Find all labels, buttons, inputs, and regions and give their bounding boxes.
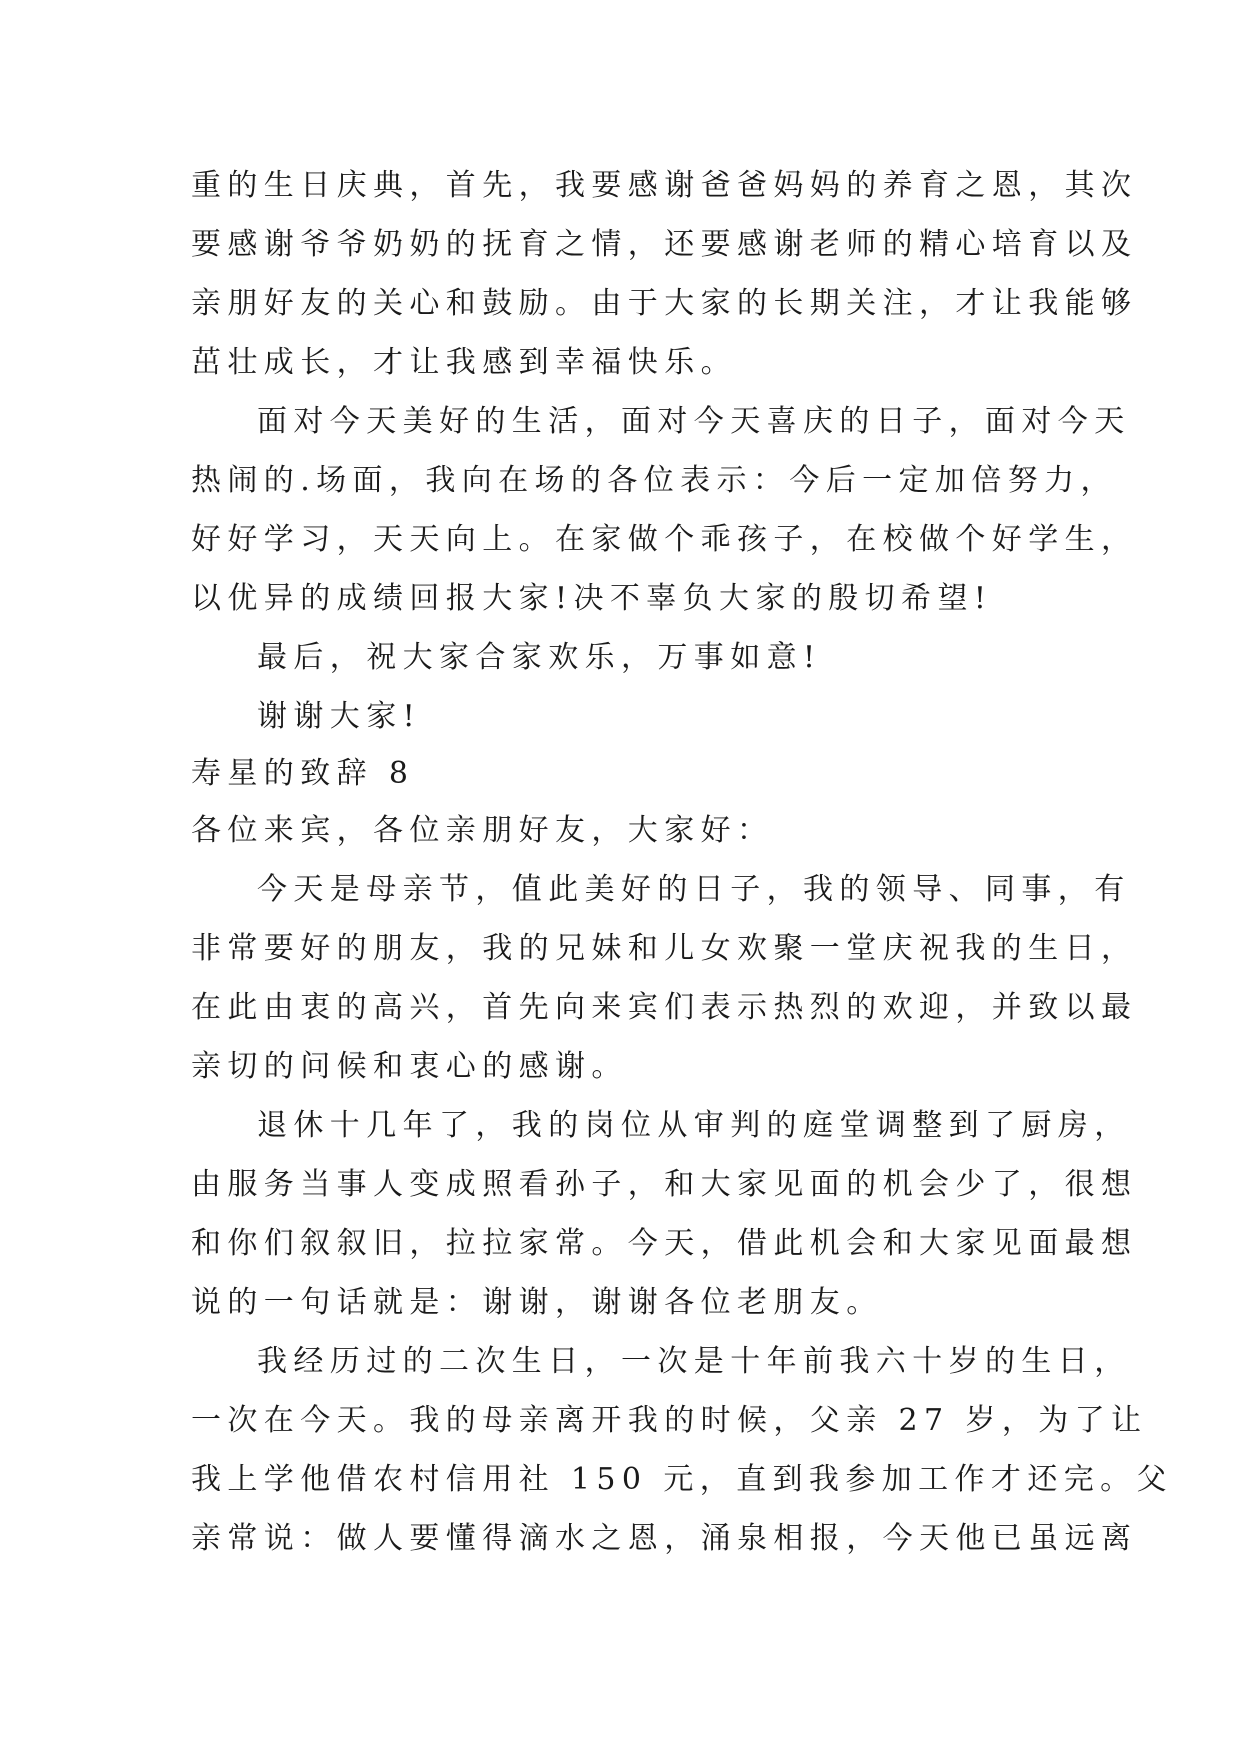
text-line: 在此由衷的高兴，首先向来宾们表示热烈的欢迎，并致以最 [191, 990, 1138, 1025]
text-line: 亲切的问候和衷心的感谢。 [191, 1049, 628, 1084]
text-line: 最后，祝大家合家欢乐，万事如意! [257, 640, 822, 675]
text-line: 谢谢大家! [257, 699, 422, 734]
text-line: 好好学习，天天向上。在家做个乖孩子，在校做个好学生， [191, 522, 1138, 557]
text-line: 今天是母亲节，值此美好的日子，我的领导、同事，有 [257, 872, 1131, 907]
text-line: 亲朋好友的关心和鼓励。由于大家的长期关注，才让我能够 [191, 286, 1138, 321]
text-line: 要感谢爷爷奶奶的抚育之情，还要感谢老师的精心培育以及 [191, 227, 1138, 262]
text-line: 我经历过的二次生日，一次是十年前我六十岁的生日， [257, 1344, 1131, 1379]
text-line: 由服务当事人变成照看孙子，和大家见面的机会少了，很想 [191, 1167, 1138, 1202]
text-line: 以优异的成绩回报大家!决不辜负大家的殷切希望! [191, 581, 993, 616]
text-line: 说的一句话就是：谢谢，谢谢各位老朋友。 [191, 1285, 883, 1320]
text-line: 我上学他借农村信用社 150 元，直到我参加工作才还完。父 [191, 1462, 1173, 1497]
text-line: 重的生日庆典，首先，我要感谢爸爸妈妈的养育之恩，其次 [191, 168, 1138, 203]
text-line: 退休十几年了，我的岗位从审判的庭堂调整到了厨房， [257, 1108, 1131, 1143]
section-heading: 寿星的致辞 8 [191, 756, 415, 791]
salutation: 各位来宾，各位亲朋好友，大家好： [191, 813, 774, 848]
text-line: 和你们叙叙旧，拉拉家常。今天，借此机会和大家见面最想 [191, 1226, 1138, 1261]
text-line: 亲常说：做人要懂得滴水之恩，涌泉相报，今天他已虽远离 [191, 1521, 1138, 1556]
text-line: 热闹的.场面，我向在场的各位表示：今后一定加倍努力， [191, 463, 1117, 498]
text-line: 非常要好的朋友，我的兄妹和儿女欢聚一堂庆祝我的生日， [191, 931, 1138, 966]
text-line: 茁壮成长，才让我感到幸福快乐。 [191, 345, 737, 380]
text-line: 面对今天美好的生活，面对今天喜庆的日子，面对今天 [257, 404, 1131, 439]
text-line: 一次在今天。我的母亲离开我的时候，父亲 27 岁，为了让 [191, 1403, 1148, 1438]
